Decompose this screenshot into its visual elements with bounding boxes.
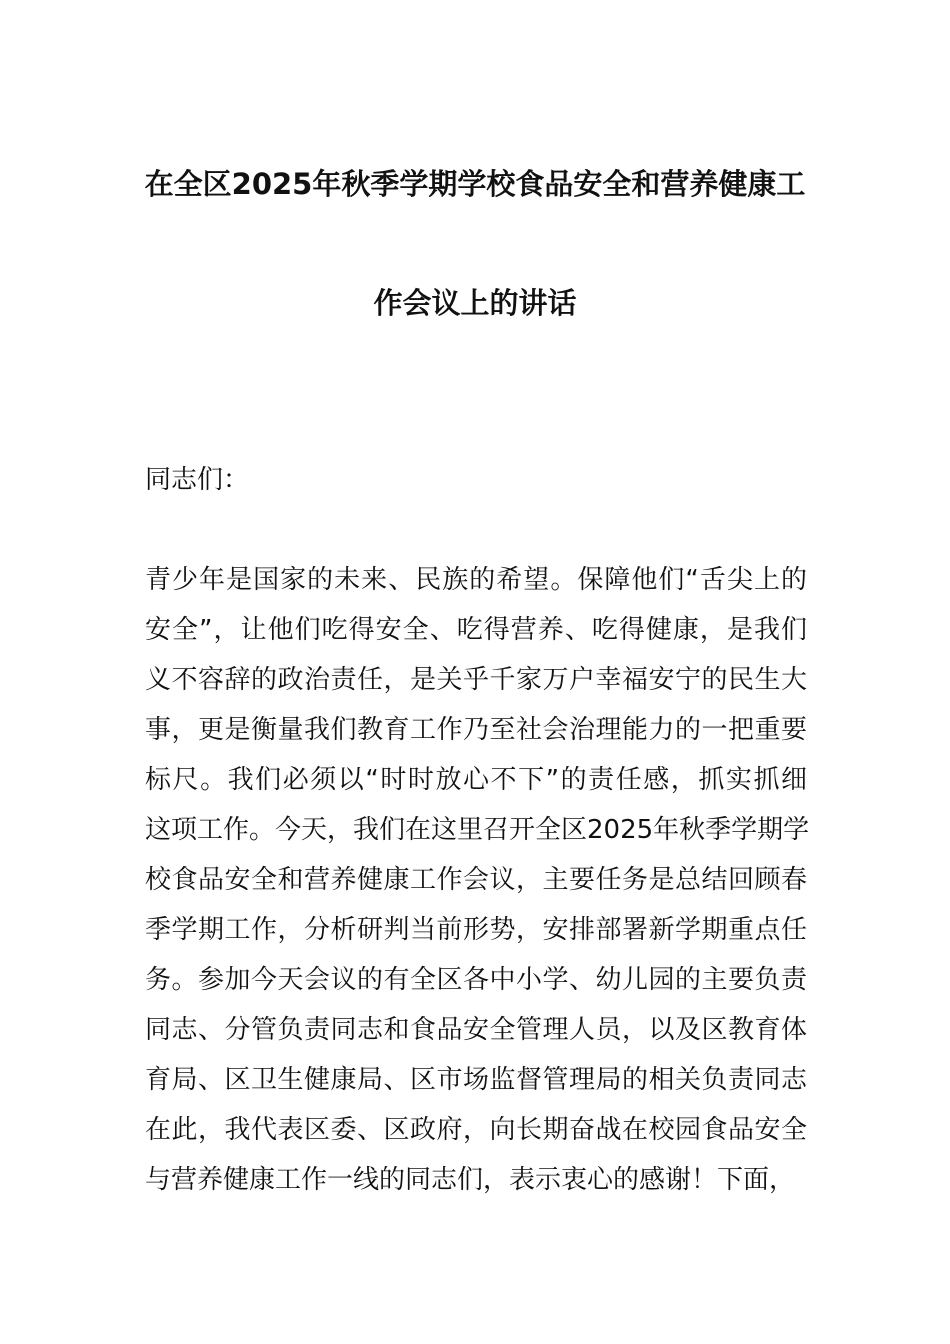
body-line: 务。参加今天会议的有全区各中小学、幼儿园的主要负责 [145,965,807,995]
salutation: 同志们： [145,465,250,495]
body-line: 在此，我代表区委、区政府，向长期奋战在校园食品安全 [145,1115,807,1145]
body-line: 青少年是国家的未来、民族的希望。保障他们“舌尖上的 [145,565,807,595]
body-line: 育局、区卫生健康局、区市场监督管理局的相关负责同志 [145,1065,807,1095]
body-line: 义不容辞的政治责任，是关乎千家万户幸福安宁的民生大 [145,665,807,695]
body-line: 标尺。我们必须以“时时放心不下”的责任感，抓实抓细 [145,765,807,795]
body-line: 事，更是衡量我们教育工作乃至社会治理能力的一把重要 [145,715,807,745]
body-line: 季学期工作，分析研判当前形势，安排部署新学期重点任 [145,915,807,945]
body-paragraph [145,555,825,1205]
body-line: 同志、分管负责同志和食品安全管理人员，以及区教育体 [145,1015,807,1045]
document-title-line-2: 作会议上的讲话 [373,286,577,320]
body-line: 校食品安全和营养健康工作会议，主要任务是总结回顾春 [145,865,807,895]
body-line: 这项工作。今天，我们在这里召开全区2025年秋季学期学 [145,815,810,845]
body-line: 与营养健康工作一线的同志们，表示衷心的感谢！下面， [145,1165,796,1195]
document-title-line-1: 在全区2025年秋季学期学校食品安全和营养健康工 [144,167,806,201]
body-line: 安全”，让他们吃得安全、吃得营养、吃得健康，是我们 [145,615,807,645]
